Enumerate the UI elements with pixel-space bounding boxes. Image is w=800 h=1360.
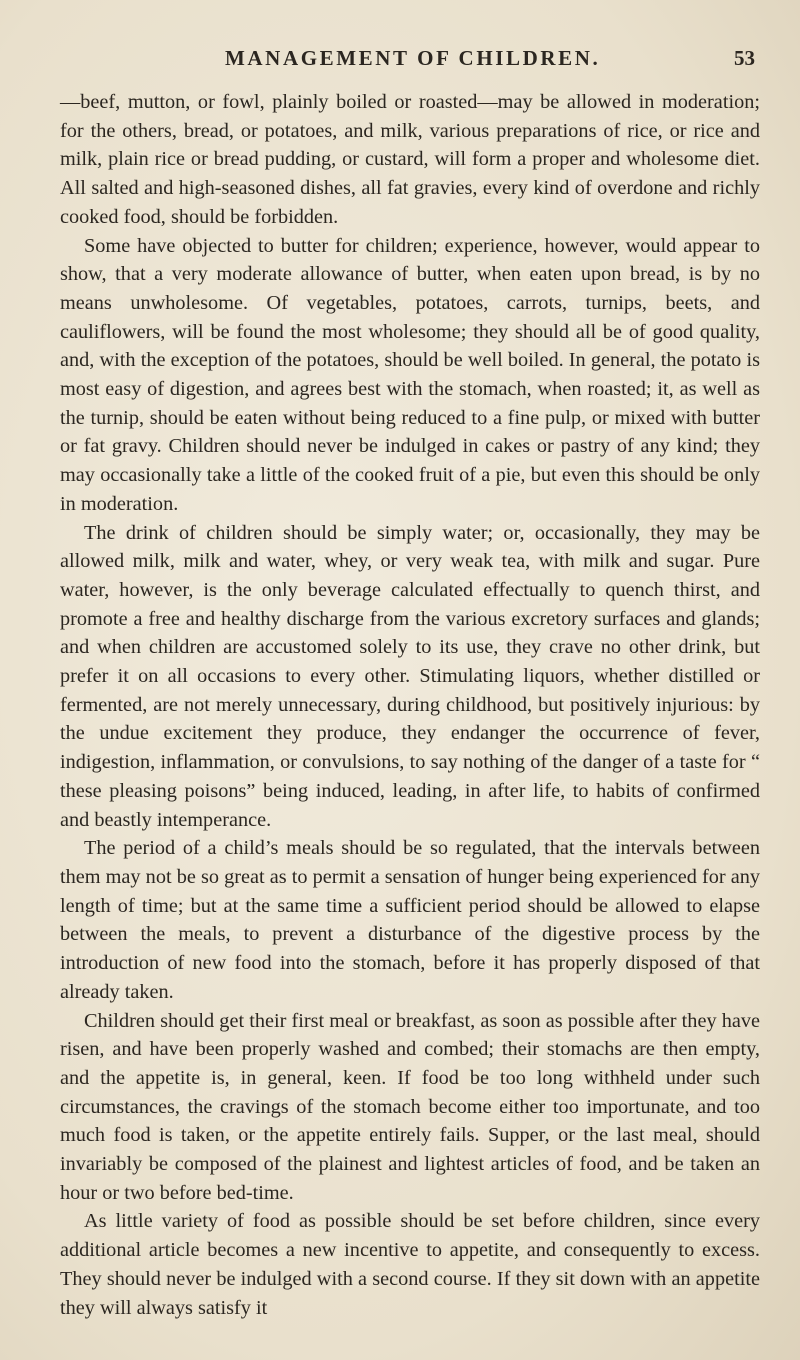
page-header <box>95 46 755 76</box>
paragraph: The period of a child’s meals should be so regulated, that the intervals between them may not be so great as to permit a sensation of hunger being experienced for any length of time; but at the same time a sufficient period should be allowed to elapse between the meals, to prevent a disturbance of the digestive process by the introduction of new food into the stomach, before it has properly disposed of that already taken. <box>60 837 760 1003</box>
paragraph: Some have objected to butter for children; experience, however, would appear to show, that a very moderate allowance of butter, when eaten upon bread, is by no means unwholesome. Of vegetables, potatoes, carrots, turnips, beets, and cauliflowers, will be found the most wholesome; they should all be of good quality, and, with the exception of the potatoes, should be well boiled. In general, the potato is most easy of digestion, and agrees best with the stomach, when roasted; it, as well as the turnip, should be eaten without being reduced to a fine pulp, or mixed with butter or fat gravy. Children should never be indulged in cakes or pastry of any kind; they may occasionally take a little of the cooked fruit of a pie, but even this should be only in moderation. <box>60 234 760 515</box>
paragraph: —beef, mutton, or fowl, plainly boiled or roasted—may be allowed in moderation; for the others, bread, or potatoes, and milk, various preparations of rice, or rice and milk, plain rice or bread pudding, or custard, will form a proper and wholesome diet. All salted and high-seasoned dishes, all fat gravies, every kind of overdone and richly cooked food, should be forbidden. <box>60 91 760 228</box>
paragraph: The drink of children should be simply water; or, occasionally, they may be allowed milk, milk and water, whey, or very weak tea, with milk and sugar. Pure water, however, is the only beverage calculated effectually to quench thirst, and promote a free and healthy discharge from the various excretory surfaces and glands; and when children are accustomed solely to its use, they crave no other drink, but prefer it on all occasions to every other. Stimulating liquors, whether distilled or fermented, are not merely unnecessary, during childhood, but positively injurious: by the undue excitement they produce, they endanger the occurrence of fever, indigestion, inflammation, or convulsions, to say nothing of the danger of a taste for “ these pleasing poisons” being induced, leading, in after life, to habits of confirmed and beastly intemperance. <box>60 521 760 831</box>
paragraph: As little variety of food as possible should be set before children, since every additional article becomes a new incentive to appetite, and consequently to excess. They should never be indulged with a second course. If they sit down with an appetite they will always satisfy it <box>60 1210 760 1319</box>
paragraph: Children should get their first meal or breakfast, as soon as possible after they have risen, and have been properly washed and combed; their stomachs are then empty, and the appetite is, in general, keen. If food be too long withheld under such circumstances, the cravings of the stomach become either too importunate, and too much food is taken, or the appetite entirely fails. Supper, or the last meal, should invariably be composed of the plainest and lightest articles of food, and be taken an hour or two before bed-time. <box>60 1009 760 1204</box>
body-text <box>60 88 760 1322</box>
running-title: MANAGEMENT OF CHILDREN. <box>225 46 601 70</box>
page-number: 53 <box>734 46 755 70</box>
